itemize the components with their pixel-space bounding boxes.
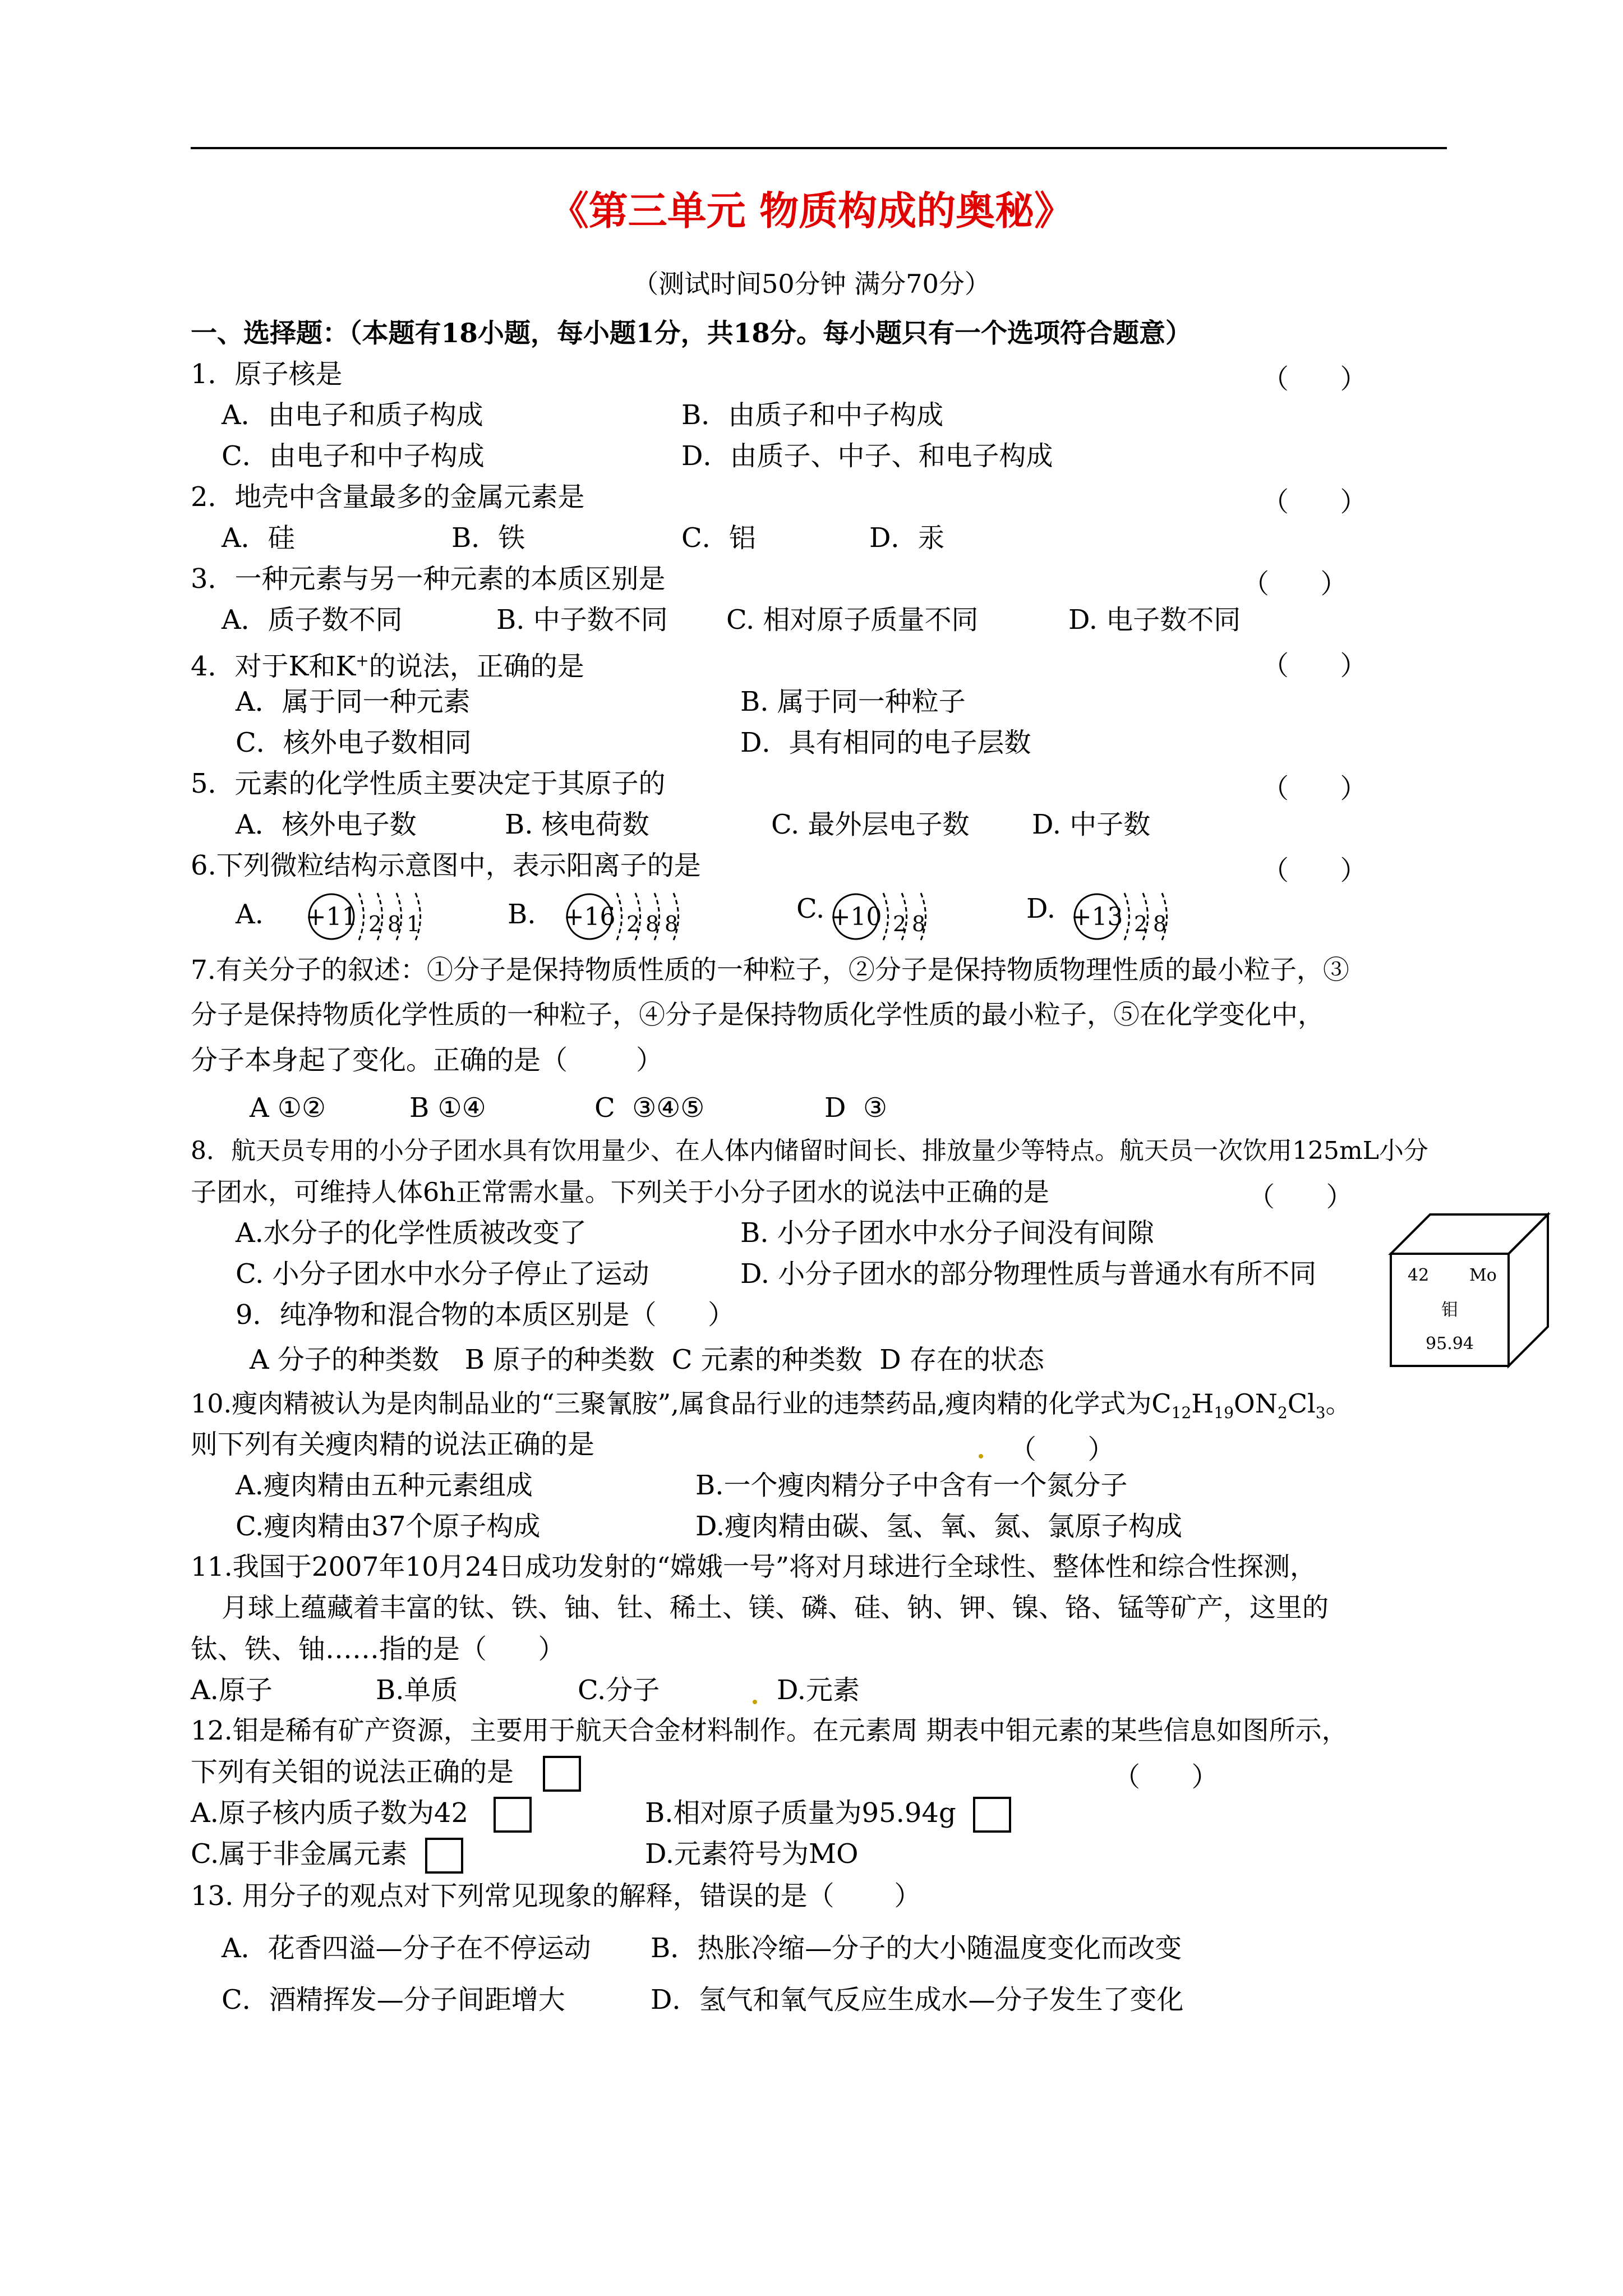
q10-line-1: 10.瘦肉精被认为是肉制品业的“三聚氰胺”,属食品行业的违禁药品,瘦肉精的化学式为$C_{12}H_{19}ON_2Cl_3$。 (191, 1388, 1352, 1423)
q13-option-c: C．酒精挥发—分子间距增大 (222, 1984, 565, 2016)
q10-answer-paren: （ ） (1009, 1434, 1115, 1465)
header-rule (191, 147, 1447, 149)
q2-option-a: A．硅 (222, 522, 295, 554)
q12-option-d: D.元素符号为MO (645, 1838, 859, 1870)
q4-option-d: D．具有相同的电子层数 (740, 727, 1031, 758)
shell-b-2: 8 (645, 912, 660, 936)
q1-option-b: B．由质子和中子构成 (681, 399, 944, 431)
atom-diagram-a (306, 885, 435, 944)
q3-option-c: C. 相对原子质量不同 (726, 604, 979, 636)
shell-d-2: 8 (1153, 912, 1167, 936)
q9-stem: 9．纯净物和混合物的本质区别是（ ） (236, 1299, 735, 1331)
q1-answer-paren: （ ） (1262, 364, 1367, 395)
answer-box[interactable] (494, 1797, 532, 1833)
q6-answer-paren: （ ） (1262, 855, 1367, 886)
q12-option-a: A.原子核内质子数为42 (191, 1797, 469, 1829)
q6-option-b-letter: B. (508, 899, 536, 930)
q8-option-d: D. 小分子团水的部分物理性质与普通水有所不同 (740, 1258, 1317, 1290)
q3-answer-paren: （ ） (1242, 568, 1348, 600)
q4-option-a: A．属于同一种元素 (236, 686, 471, 717)
q5-option-c: C. 最外层电子数 (771, 809, 970, 840)
nucleus-b: +16 (564, 903, 616, 931)
q3-option-d: D. 电子数不同 (1068, 604, 1241, 636)
test-info: （测试时间50分钟 满分70分） (633, 269, 990, 299)
q11-option-c: C.分子 (578, 1674, 660, 1706)
q7-option-c: C ③④⑤ (594, 1092, 705, 1124)
q9-options: A 分子的种类数 B 原子的种类数 C 元素的种类数 D 存在的状态 (250, 1344, 1044, 1375)
shell-a-2: 8 (388, 912, 402, 936)
q7-line-1: 7.有关分子的叙述：①分子是保持物质性质的一种粒子，②分子是保持物质物理性质的最小粒子，③ (191, 955, 1349, 986)
q10-line-2: 则下列有关瘦肉精的说法正确的是 (191, 1429, 595, 1460)
q13-option-d: D．氢气和氧气反应生成水—分子发生了变化 (651, 1984, 1184, 2016)
q7-option-b: B ①④ (409, 1092, 486, 1124)
element-name: 钼 (1441, 1300, 1458, 1320)
q7-option-a: A ①② (250, 1092, 326, 1124)
q13-option-b: B．热胀冷缩—分子的大小随温度变化而改变 (651, 1932, 1182, 1964)
q8-option-a: A.水分子的化学性质被改变了 (236, 1217, 587, 1249)
q5-option-b: B. 核电荷数 (505, 809, 649, 840)
element-number: 42 (1408, 1266, 1430, 1285)
nucleus-c: +10 (830, 903, 882, 931)
shell-c-2: 8 (912, 912, 926, 936)
element-card-mo (1385, 1209, 1553, 1372)
q8-option-b: B. 小分子团水中水分子间没有间隙 (740, 1217, 1154, 1249)
shell-a-3: 1 (407, 912, 421, 936)
q4-stem: 4．对于K和K+的说法，正确的是 (191, 651, 584, 682)
q4-option-b: B. 属于同一种粒子 (740, 686, 966, 717)
q12-line-1: 12.钼是稀有矿产资源，主要用于航天合金材料制作。在元素周 期表中钼元素的某些信息如图所示， (191, 1715, 1348, 1746)
q10-option-a: A.瘦肉精由五种元素组成 (236, 1470, 533, 1501)
atom-diagram-c (830, 885, 942, 944)
q3-stem: 3．一种元素与另一种元素的本质区别是 (191, 563, 666, 595)
atom-diagram-b (564, 885, 693, 944)
q10-option-c: C.瘦肉精由37个原子构成 (236, 1511, 541, 1542)
q12-option-b: B.相对原子质量为95.94g (645, 1797, 956, 1829)
q7-line-2: 分子是保持物质化学性质的一种粒子，④分子是保持物质化学性质的最小粒子，⑤在化学变化中， (191, 1000, 1324, 1030)
q10-option-b: B.一个瘦肉精分子中含有一个氮分子 (695, 1470, 1128, 1501)
q5-option-d: D. 中子数 (1032, 809, 1151, 840)
q2-stem: 2．地壳中含量最多的金属元素是 (191, 481, 585, 513)
q6-option-d-letter: D. (1026, 893, 1056, 924)
shell-c-1: 2 (893, 912, 907, 936)
q5-stem: 5．元素的化学性质主要决定于其原子的 (191, 768, 666, 799)
page-title: 《第三单元 物质构成的奥秘》 (549, 187, 1074, 234)
q8-option-c: C. 小分子团水中水分子停止了运动 (236, 1258, 649, 1290)
q7-line-3: 分子本身起了变化。正确的是（ ） (191, 1045, 663, 1076)
q11-option-d: D.元素 (777, 1674, 860, 1706)
stray-dot (753, 1700, 757, 1704)
q8-answer-paren: （ ） (1248, 1181, 1353, 1213)
answer-box[interactable] (543, 1756, 581, 1792)
q13-option-a: A．花香四溢—分子在不停运动 (222, 1932, 591, 1964)
q1-option-c: C．由电子和中子构成 (222, 440, 485, 472)
q8-line-2: 子团水，可维持人体6h正常需水量。下列关于小分子团水的说法中正确的是 (191, 1177, 1049, 1207)
stray-dot (979, 1454, 983, 1458)
section-header: 一、选择题：（本题有18小题，每小题1分，共18分。每小题只有一个选项符合题意） (191, 318, 1192, 349)
answer-box[interactable] (973, 1797, 1011, 1833)
q3-option-a: A．质子数不同 (222, 604, 403, 636)
answer-box[interactable] (425, 1838, 463, 1874)
q11-line-3: 钛、铁、铀……指的是（ ） (191, 1634, 565, 1665)
q13-stem: 13. 用分子的观点对下列常见现象的解释，错误的是（ ） (191, 1880, 921, 1912)
q8-line-1: 8．航天员专用的小分子团水具有饮用量少、在人体内储留时间长、排放量少等特点。航天员一次饮用125mL小分 (191, 1137, 1428, 1165)
q11-line-1: 11.我国于2007年10月24日成功发射的“嫦娥一号”将对月球进行全球性、整体性和综合性探测， (191, 1552, 1317, 1582)
q2-option-b: B．铁 (451, 522, 525, 554)
q6-option-c-letter: C. (796, 893, 825, 924)
q1-option-a: A．由电子和质子构成 (222, 399, 483, 431)
q11-line-2: 月球上蕴藏着丰富的钛、铁、铀、钍、稀土、镁、磷、硅、钠、钾、镍、铬、锰等矿产，这里的 (222, 1593, 1329, 1623)
nucleus-d: +13 (1071, 903, 1123, 931)
q2-option-d: D．汞 (869, 522, 945, 554)
q6-option-a-letter: A. (236, 899, 264, 930)
q11-option-b: B.单质 (376, 1674, 458, 1706)
q12-line-2: 下列有关钼的说法正确的是 (191, 1756, 514, 1788)
q12-option-c: C.属于非金属元素 (191, 1838, 408, 1870)
q11-option-a: A.原子 (191, 1674, 273, 1706)
q1-option-d: D．由质子、中子、和电子构成 (681, 440, 1053, 472)
q12-answer-paren: （ ） (1113, 1761, 1219, 1793)
nucleus-a: +11 (306, 903, 358, 931)
shell-a-1: 2 (368, 912, 382, 936)
q5-option-a: A．核外电子数 (236, 809, 417, 840)
element-mass: 95.94 (1426, 1334, 1474, 1354)
shell-b-1: 2 (626, 912, 640, 936)
atom-diagram-d (1071, 885, 1183, 944)
q2-option-c: C．铝 (681, 522, 756, 554)
q3-option-b: B. 中子数不同 (496, 604, 668, 636)
q6-stem: 6.下列微粒结构示意图中，表示阳离子的是 (191, 850, 701, 881)
q10-option-d: D.瘦肉精由碳、氢、氧、氮、氯原子构成 (695, 1511, 1183, 1542)
q4-answer-paren: （ ） (1262, 650, 1367, 682)
q4-option-c: C．核外电子数相同 (236, 727, 472, 758)
shell-d-1: 2 (1134, 912, 1148, 936)
q5-answer-paren: （ ） (1262, 773, 1367, 804)
q2-answer-paren: （ ） (1262, 486, 1367, 518)
element-symbol: Mo (1469, 1266, 1497, 1285)
q1-stem: 1．原子核是 (191, 358, 343, 390)
shell-b-3: 8 (665, 912, 679, 936)
q7-option-d: D ③ (824, 1092, 888, 1124)
